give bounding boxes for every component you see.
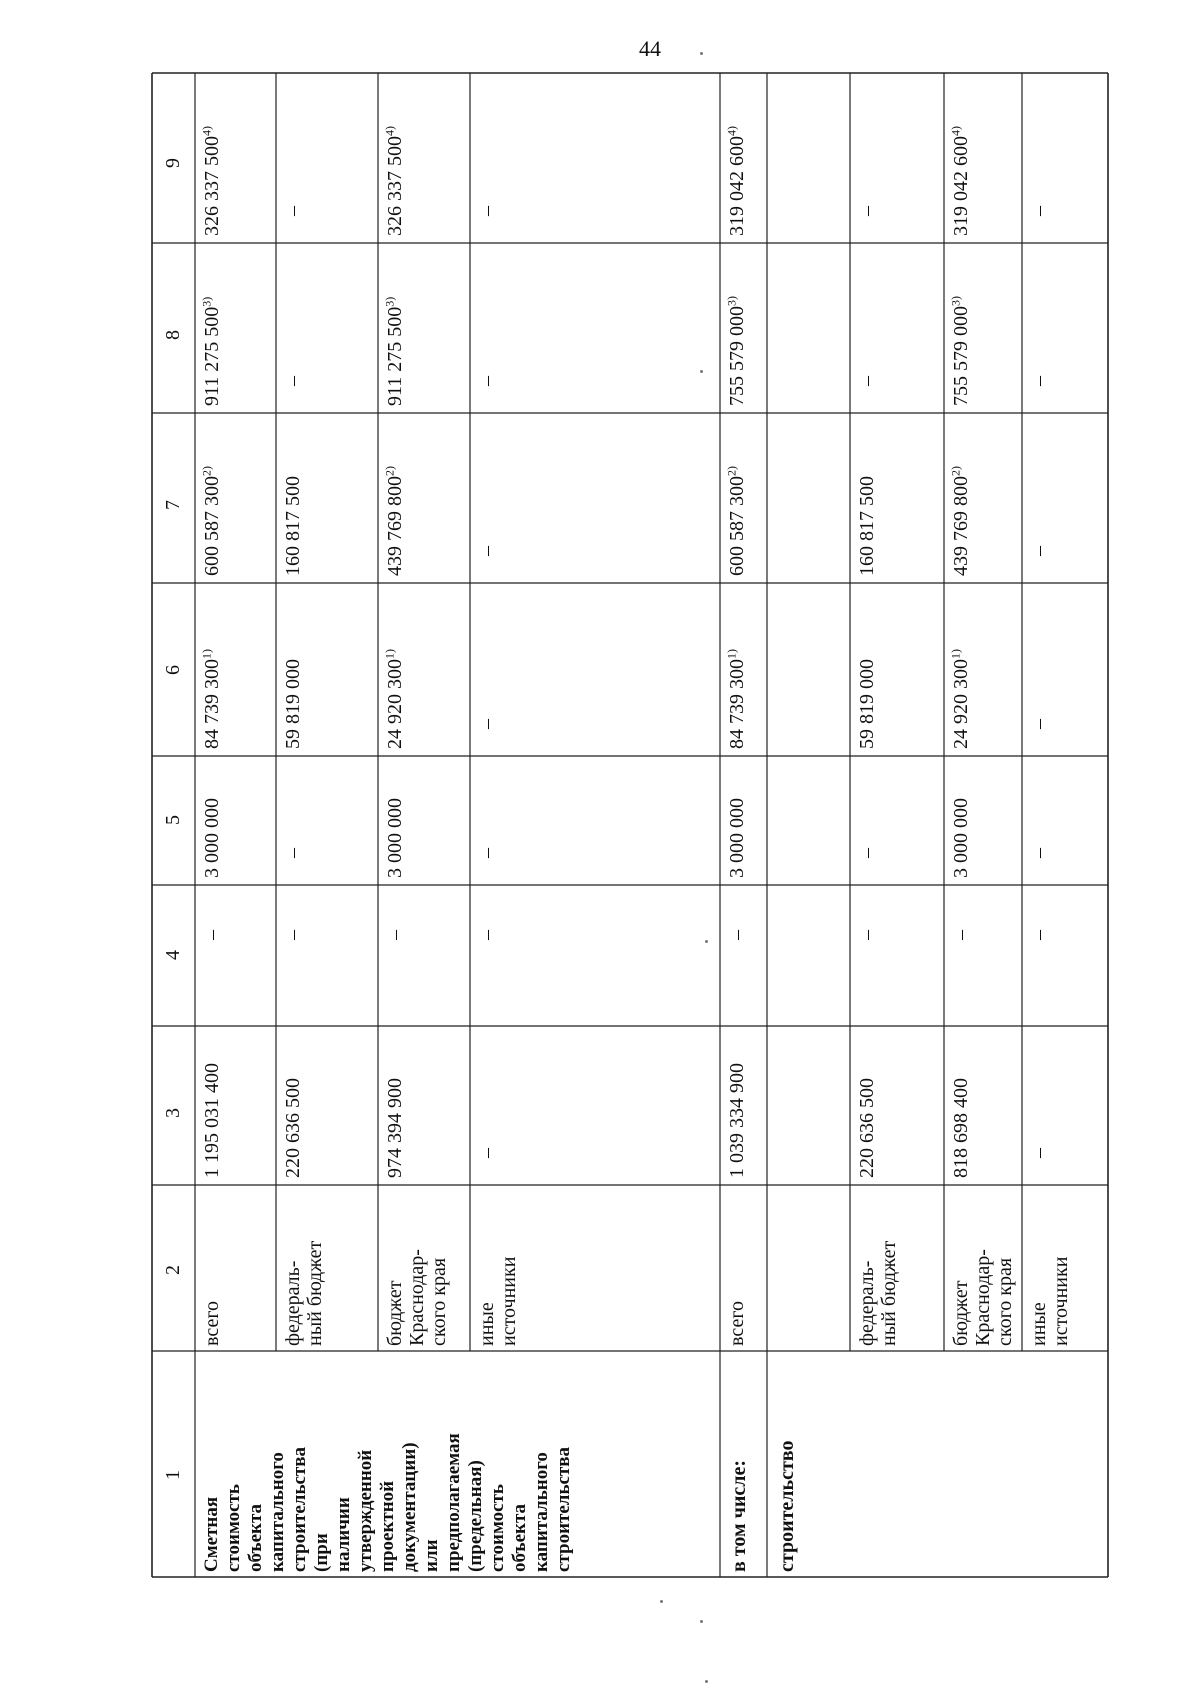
scan-speck [700,370,703,373]
page-number: 44 [639,36,661,61]
scan-speck [705,940,708,943]
scan-speck [700,1620,703,1623]
scan-speck [705,1680,708,1683]
budget-table: 1 2 3 4 5 6 7 8 9 всего 1 195 031 400 – 3 000 000 84 739 300$^{1)}$ 600 587 300$^{2)}$ 911 275 500$^{3)}$ 326 337 500$^{4)}$ федераль- ный бюджет 220 636 500 – – 59 819 000 160 817 500 – – бюджет Краснодар- ского края 974 394 900 – 3 000 000 24 920 300$^{1)}$ 439 769 800$^{2)}$ 911 275 500$^{3)}$ 326 337 500$^{4)}$ иные источники – – – – – – – всего 1 039 334 900 – 3 000 000 84 739 300$^{1)}$ 600 587 300$^{2)}$ 755 579 000$^{3)}$ 319 042 600$^{4)}$ федераль- ный бюджет 220 636 500 – – 59 819 000 160 817 500 – – бюджет Краснодар- ского края 818 698 400 – 3 000 000 24 920 300$^{1)}$ 439 769 800$^{2)}$ 755 579 000$^{3)}$ 319 042 600$^{4)}$ иные источники – – – – – – – Сметная стоимость объекта капитального строительства (при наличии утвержденной проектной документации) или предполагаемая (предельная) стоимость объекта капитального строительства в том числе: строительство [0,0,1200,1697]
scan-speck [700,52,703,55]
scan-speck [660,1600,663,1603]
